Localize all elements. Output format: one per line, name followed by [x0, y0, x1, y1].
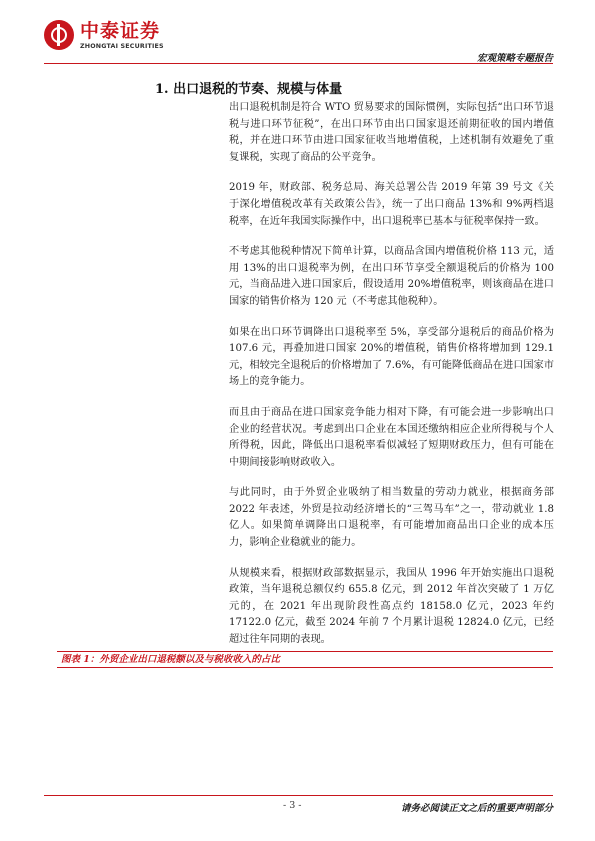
figure-caption-bar [57, 651, 553, 668]
paragraph: 如果在出口环节调降出口退税率至 5%，享受部分退税后的商品价格为 107.6 元，再叠加进口国家 20%的增值税，销售价格将增加到 129.1 元，相较完全退税后的价格增加了 7.6%，有可能降低商品在进口国家市场上的竞争能力。 [229, 326, 554, 388]
header-divider [44, 63, 553, 64]
section-title: 1. 出口退税的节奏、规模与体量 [155, 82, 343, 97]
logo-chinese-name: 中泰证券 [80, 20, 161, 42]
company-logo [44, 20, 184, 60]
footer-disclaimer: 请务必阅读正文之后的重要声明部分 [400, 803, 553, 814]
paragraph: 从规模来看，根据财政部数据显示，我国从 1996 年开始实施出口退税政策，当年退税总额仅约 655.8 亿元，到 2012 年首次突破了 1 万亿元的，在 2021 年出现阶段性高点约 18158.0 亿元，2023 年约 17122.0 亿元，截至 2024 年前 7 个月累计退税 12824.0 亿元，已经超过往年同期的表现。 [229, 567, 554, 646]
paragraph: 与此同时，由于外贸企业吸纳了相当数量的劳动力就业，根据商务部 2022 年表述，外贸是拉动经济增长的“三驾马车”之一，带动就业 1.8 亿人。如果简单调降出口退税率，有可能增加商品出口企业的成本压力，影响企业稳就业的能力。 [229, 487, 554, 549]
figure-caption: 图表 1：外贸企业出口退税额以及与税收收入的占比 [61, 654, 280, 665]
paragraph: 而且由于商品在进口国家竞争能力相对下降，有可能会进一步影响出口企业的经营状况。考虑到出口企业在本国还缴纳相应企业所得税与个人所得税，因此，降低出口退税率看似减轻了短期财政压力，但有可能在中期间接影响财政收入。 [229, 406, 554, 468]
footer-divider [44, 795, 553, 796]
logo-english-name: ZHONGTAI SECURITIES [80, 43, 164, 50]
paragraph: 2019 年，财政部、税务总局、海关总署公告 2019 年第 39 号文《关于深化增值税改革有关政策公告》，统一了出口商品 13%和 9%两档退税率，在近年我国实际操作中，出口退税率已基本与征税率保持一致。 [229, 182, 554, 227]
paragraph: 不考虑其他税种情况下简单计算，以商品含国内增值税价格 113 元，适用 13%的出口退税率为例，在出口环节享受全额退税后的价格为 100 元，当商品进入进口国家后，假设适用 20%增值税率，则该商品在进口国家的销售价格为 120 元（不考虑其他税种）。 [229, 246, 554, 307]
body-text [229, 100, 554, 663]
paragraph: 出口退税机制是符合 WTO 贸易要求的国际惯例，实际包括“出口环节退税与进口环节征税”，在出口环节由出口国家退还前期征收的国内增值税，并在进口环节由进口国家征收当地增值税，上述机制有效避免了重复课税，实现了商品的公平竞争。 [229, 102, 554, 163]
logo-icon [44, 20, 74, 50]
report-type-label: 宏观策略专题报告 [476, 53, 553, 64]
page-number: - 3 - [283, 800, 302, 811]
